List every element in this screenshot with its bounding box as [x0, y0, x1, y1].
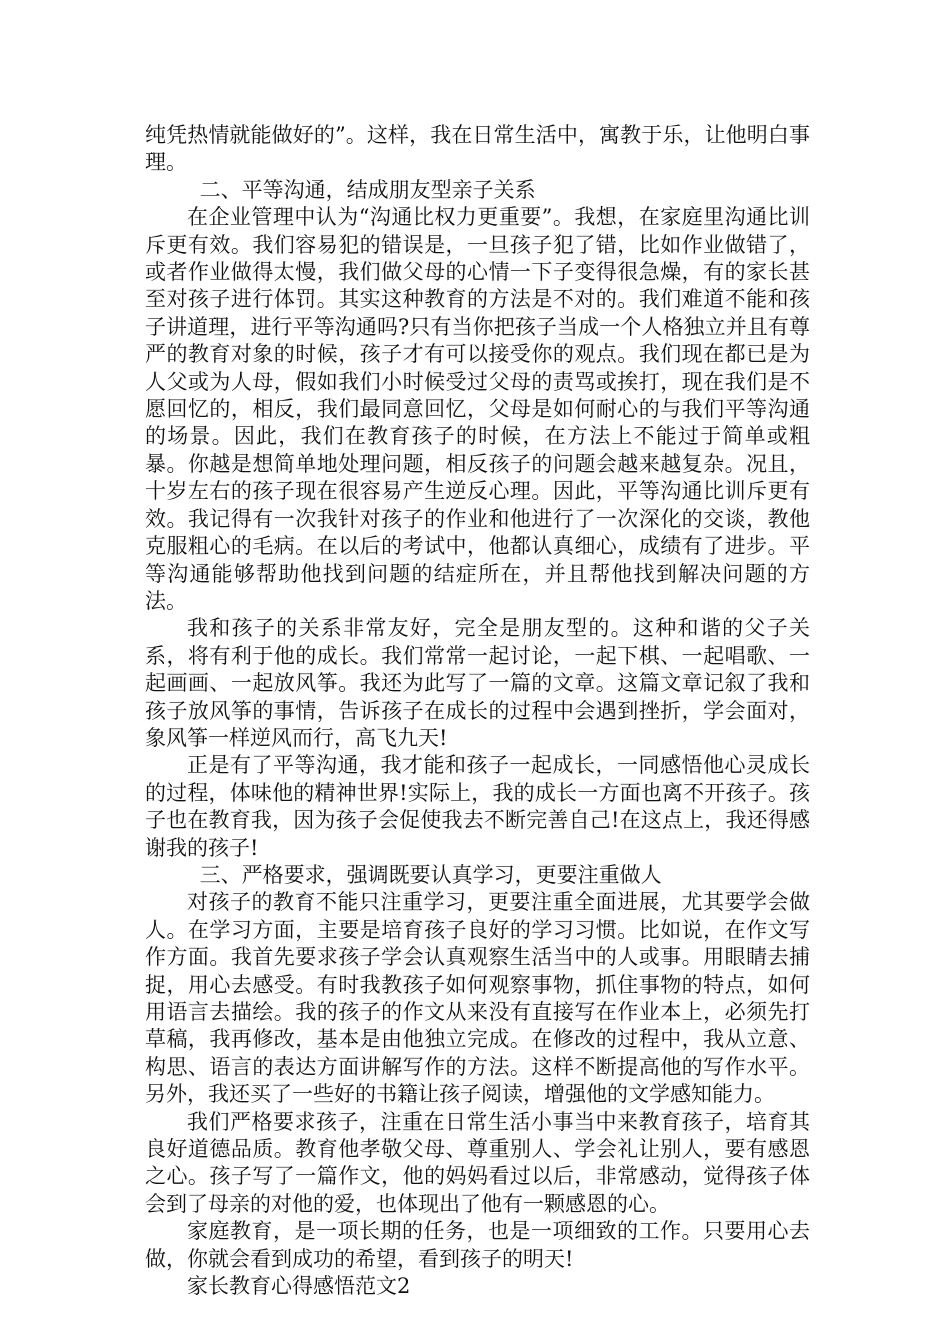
paragraph-study-habits: 对孩子的教育不能只注重学习，更要注重全面进展，尤其要学会做人。在学习方面，主要是培育孩子良好的学习习惯。比如说，在作文写作方面。我首先要求孩子学会认真观察生活当中的人或事。用眼睛去捕捉，用心去感受。有时我教孩子如何观察事物，抓住事物的特点，如何用语言去描绘。我的孩子的作文从来没有直接写在作业本上，必须先打草稿，我再修改，基本是由他独立完成。在修改的过程中，我从立意、构思、语言的表达方面讲解写作的方法。这样不断提高他的写作水平。另外，我还买了一些好的书籍让孩子阅读，增强他的文学感知能力。 — [145, 890, 810, 1107]
paragraph-friendship: 我和孩子的关系非常友好，完全是朋友型的。这种和谐的父子关系，将有利于他的成长。我们常常一起讨论，一起下棋、一起唱歌、一起画画、一起放风筝。我还为此写了一篇的文章。这篇文章记叙了我和孩子放风筝的事情，告诉孩子在成长的过程中会遇到挫折，学会面对，象风筝一样逆风而行，高飞九天! — [145, 616, 810, 750]
paragraph-communication: 在企业管理中认为“沟通比权力更重要”。我想，在家庭里沟通比训斥更有效。我们容易犯的错误是，一旦孩子犯了错，比如作业做错了，或者作业做得太慢，我们做父母的心情一下子变得很急燥，有的家长甚至对孩子进行体罚。其实这种教育的方法是不对的。我们难道不能和孩子讲道理，进行平等沟通吗?只有当你把孩子当成一个人格独立并且有尊严的教育对象的时候，孩子才有可以接受你的观点。我们现在都已是为人父或为人母，假如我们小时候受过父母的责骂或挨打，现在我们是不愿回忆的，相反，我们最同意回忆，父母是如何耐心的与我们平等沟通的场景。因此，我们在教育孩子的时候，在方法上不能过于简单或粗暴。你越是想简单地处理问题，相反孩子的问题会越来越复杂。况且，十岁左右的孩子现在很容易产生逆反心理。因此，平等沟通比训斥更有效。我记得有一次我针对孩子的作业和他进行了一次深化的交谈，教他克服粗心的毛病。在以后的考试中，他都认真细心，成绩有了进步。平等沟通能够帮助他找到问题的结症所在，并且帮他找到解决问题的方法。 — [145, 205, 810, 613]
section-heading-3: 三、严格要求，强调既要认真学习，更要注重做人 — [199, 862, 662, 887]
section-heading-2: 二、平等沟通，结成朋友型亲子关系 — [199, 177, 536, 202]
paragraph-continuation: 纯凭热情就能做好的”。这样，我在日常生活中，寓教于乐，让他明白事理。 — [145, 123, 810, 175]
document-body — [145, 122, 810, 1300]
paragraph-growing-together: 正是有了平等沟通，我才能和孩子一起成长，一同感悟他心灵成长的过程，体味他的精神世界!实际上，我的成长一方面也离不开孩子。孩子也在教育我，因为孩子会促使我去不断完善自己!在这点上，我还得感谢我的孩子! — [145, 753, 810, 860]
paragraph-moral-quality: 我们严格要求孩子，注重在日常生活小事当中来教育孩子，培育其良好道德品质。教育他孝敬父母、尊重别人、学会礼让别人，要有感恩之心。孩子写了一篇作文，他的妈妈看过以后，非常感动，觉得孩子体会到了母亲的对他的爱，也体现出了他有一颗感恩的心。 — [145, 1109, 810, 1216]
next-article-title: 家长教育心得感悟范文2 — [187, 1274, 411, 1299]
paragraph-conclusion: 家庭教育，是一项长期的任务，也是一项细致的工作。只要用心去做，你就会看到成功的希望，看到孩子的明天! — [145, 1219, 810, 1271]
